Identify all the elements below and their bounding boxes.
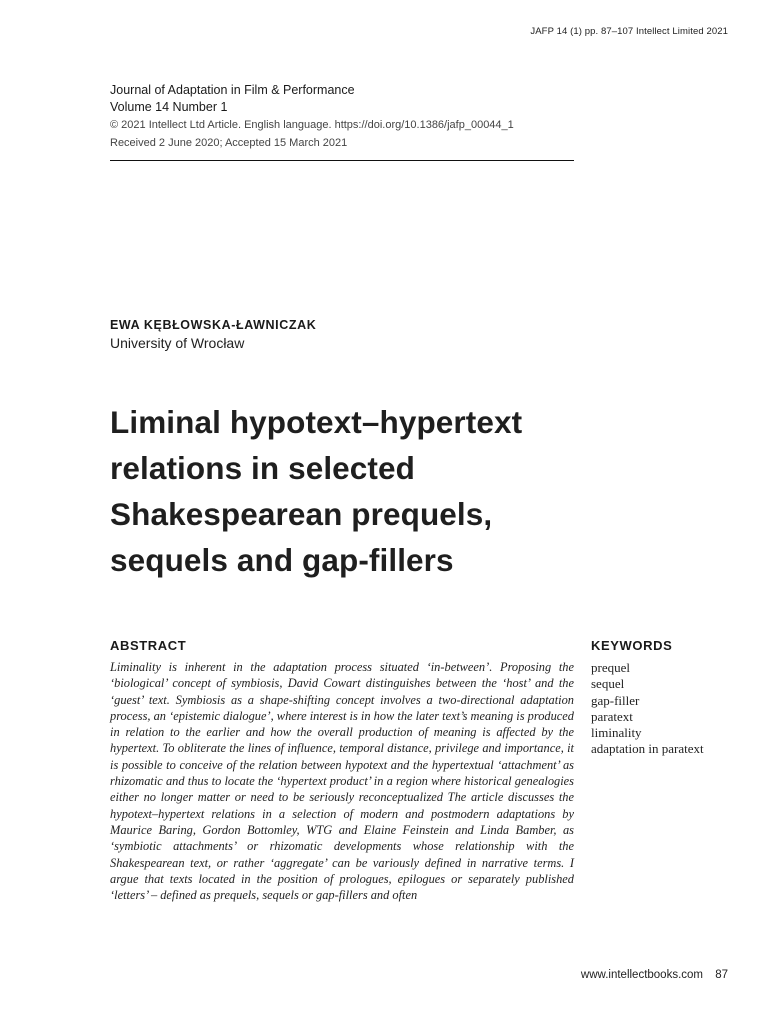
keyword-item: paratext <box>591 708 633 724</box>
author-block <box>110 316 316 352</box>
keyword-item: adaptation in paratext <box>591 741 704 757</box>
keyword-item: sequel <box>591 676 625 692</box>
footer-website: www.intellectbooks.com <box>580 969 703 981</box>
journal-dates: Received 2 June 2020; Accepted 15 March 2021 <box>110 137 348 149</box>
journal-volume: Volume 14 Number 1 <box>110 100 228 114</box>
article-title: Liminal hypotext–hypertext relations in selected Shakespearean prequels, sequels and gap-fillers <box>110 404 523 578</box>
abstract-heading: ABSTRACT <box>110 638 187 653</box>
keyword-list <box>591 660 704 758</box>
journal-info <box>110 82 574 152</box>
keyword-item: prequel <box>591 660 630 675</box>
journal-copyright-doi: © 2021 Intellect Ltd Article. English language. https://doi.org/10.1386/jafp_00044_1 <box>110 119 514 131</box>
page-number: 87 <box>715 969 728 981</box>
header-divider <box>110 160 574 161</box>
keyword-item: liminality <box>591 725 642 741</box>
author-affiliation: University of Wrocław <box>110 335 245 351</box>
running-header: JAFP 14 (1) pp. 87–107 Intellect Limited 2021 <box>530 26 728 37</box>
author-name: EWA KĘBŁOWSKA-ŁAWNICZAK <box>110 318 317 332</box>
keywords-heading: KEYWORDS <box>591 638 673 653</box>
journal-name: Journal of Adaptation in Film & Performance <box>110 83 355 97</box>
keyword-item: gap-filler <box>591 692 640 708</box>
abstract-text: Liminality is inherent in the adaptation process situated ‘in-between’. Proposing the ‘biological’ concept of symbiosis, David Cowart distinguishes between the ‘host’ and the ‘guest’ text. Symbiosis as a shape-shifting concept involves a two-directional adaptation process, an ‘epistemic dialogue’, where interest is in how the later text’s meaning is produced in relation to the earlier and how the overall production of meaning is affected by the hypertext. To obliterate the lines of influence, temporal distance, privilege and importance, it is possible to conceive of the relation between hypotext and the hypertextual ‘attachment’ as rhizomatic and thus to locate the ‘hypertext product’ in a region where historical genealogies either no longer matter or need to be seriously reconceptualized The article discusses the hypotext–hypertext relations in a selection of modern and postmodern adaptations by Maurice Baring, Gordon Bottomley, WTG and Elaine Feinstein and Linda Bamber, as ‘symbiotic attachments’ or rhizomatic developments whose relationship with the Shakespearean text, or rather ‘aggregate’ can be variously defined in narrative terms. I argue that texts located in the position of prologues, epilogues or separately published ‘letters’ – defined as prequels, sequels or gap-fillers and often <box>110 660 574 903</box>
